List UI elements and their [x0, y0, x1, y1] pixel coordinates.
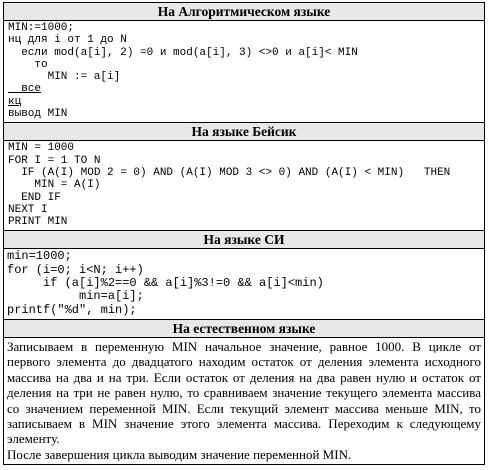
algo-header: На Алгоритмическом языке [4, 3, 485, 21]
code-line: то [8, 58, 48, 71]
natural-text-row [4, 337, 485, 464]
c-header: На языке СИ [4, 231, 485, 249]
code-listing [3, 2, 485, 465]
basic-header: На языке Бейсик [4, 123, 485, 141]
code-line-keyword: все [8, 83, 42, 96]
code-line: min=a[i]; [7, 289, 144, 304]
natural-paragraph-final: После завершения цикла выводим значение переменной MIN. [7, 446, 352, 462]
code-line: MIN = A(I) [8, 179, 101, 192]
natural-paragraph: Записываем в переменную MIN начальное значение, равное 1000. В цикле от первого элемента до двадцатого находим остаток от деления элемента исходного массива на два и на три. Если остаток от деления на два равен нулю и остаток от деления на три не равен нулю, то сравниваем значение текущего элемента массива со значением переменной MIN. Если текущий элемент массива меньше MIN, то записываем в MIN значение этого элемента массива. Переходим к следующему элементу. [7, 338, 481, 447]
natural-text-block [4, 337, 485, 464]
code-line: MIN := a[i] [8, 71, 121, 84]
code-line: вывод MIN [8, 108, 68, 121]
code-line: IF (A(I) MOD 2 = 0) AND (A(I) MOD 3 <> 0) AND (A(I) < MIN) THEN [8, 166, 451, 179]
code-line: if (a[i]%2==0 && a[i]%3!=0 && a[i]<min) [7, 276, 324, 291]
code-line-keyword: кц [8, 95, 22, 108]
c-code-block [4, 249, 485, 319]
c-header-row [4, 231, 485, 249]
algo-header-row [4, 3, 485, 21]
natural-header-row [4, 319, 485, 337]
code-line: MIN:=1000; [8, 22, 75, 34]
code-line: printf("%d", min); [7, 302, 137, 317]
basic-code-block [4, 141, 485, 231]
code-line: MIN = 1000 [8, 142, 75, 155]
c-code-row [4, 249, 485, 319]
code-line: нц для i от 1 до N [8, 34, 127, 47]
code-line: PRINT MIN [8, 216, 68, 229]
algo-code-row [4, 21, 485, 123]
code-line: если mod(a[i], 2) =0 и mod(a[i], 3) <>0 и a[i]< MIN [8, 46, 358, 59]
basic-code-row [4, 141, 485, 231]
code-line: FOR I = 1 TO N [8, 154, 101, 167]
code-line: for (i=0; i<N; i++) [7, 262, 144, 277]
algo-code-block [4, 21, 485, 123]
code-line: min=1000; [7, 249, 72, 264]
code-line: NEXT I [8, 203, 48, 216]
basic-header-row [4, 123, 485, 141]
code-line: END IF [8, 191, 61, 204]
natural-header: На естественном языке [4, 319, 485, 337]
code-table [3, 2, 485, 465]
